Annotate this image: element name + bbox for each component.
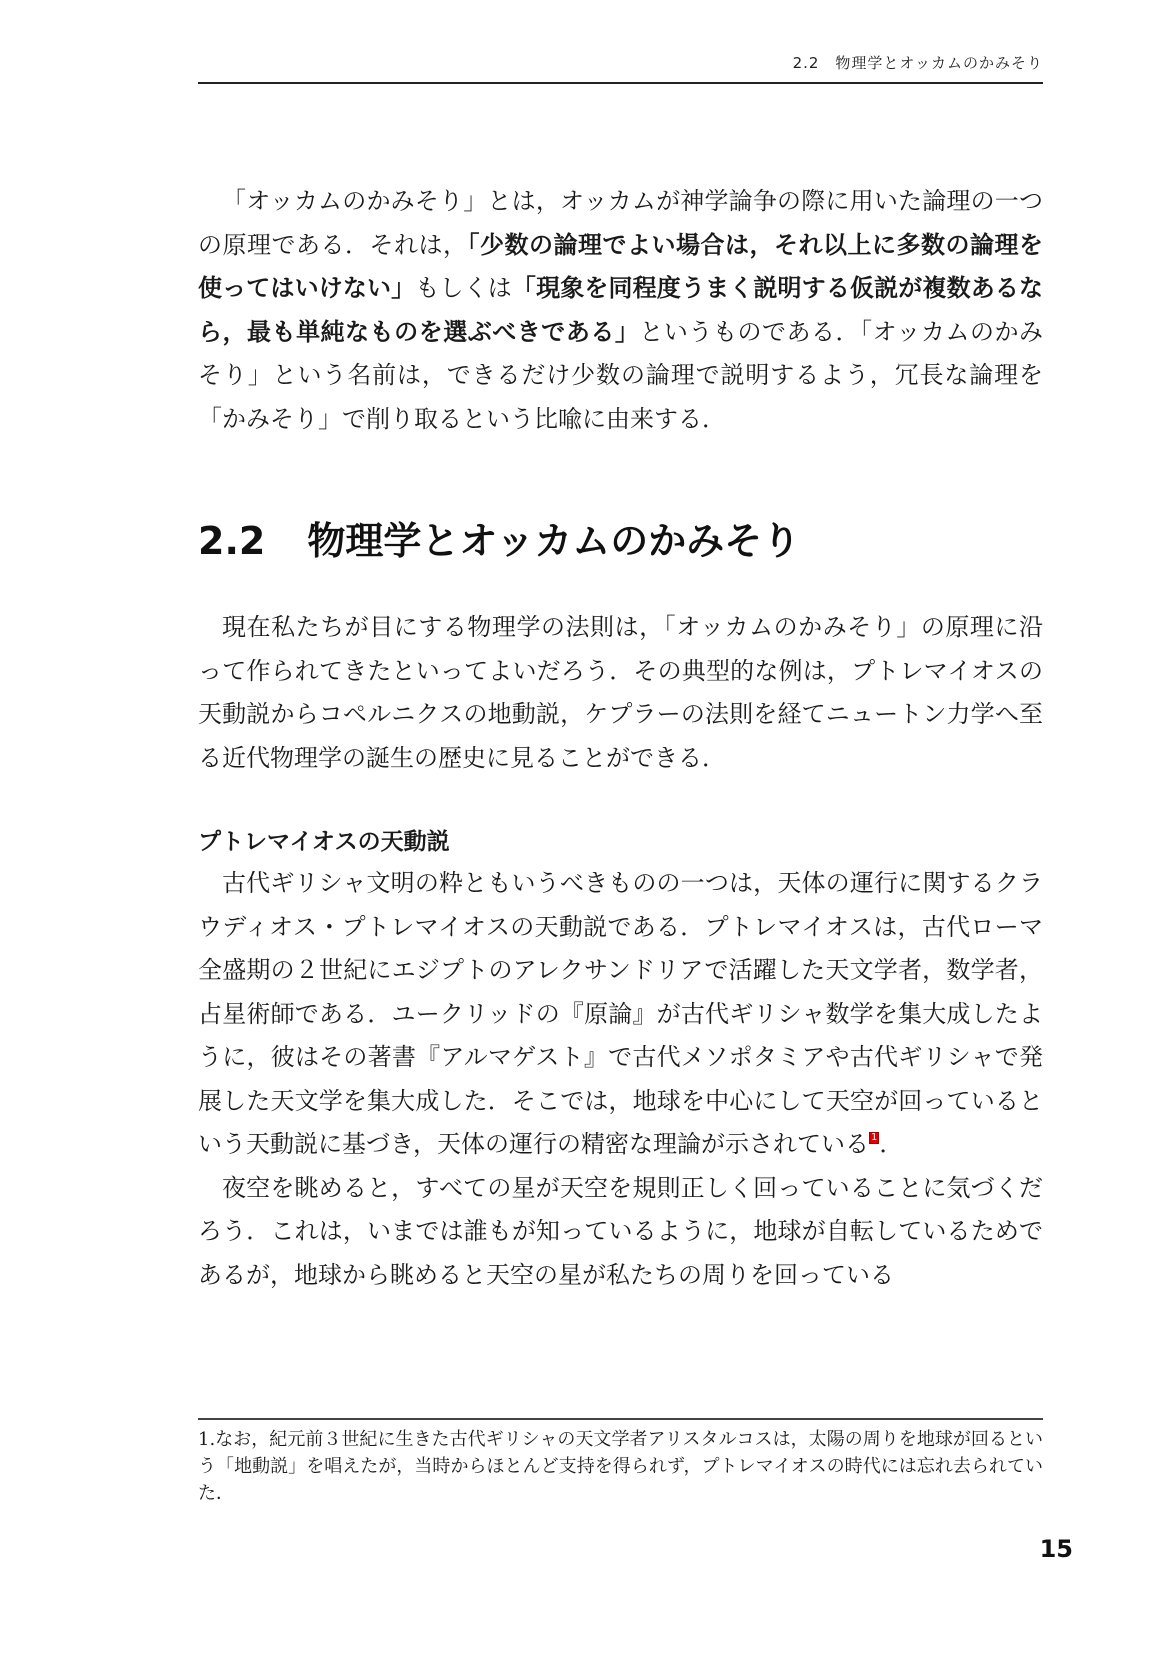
page-content: [198, 180, 1043, 1297]
subsection-paragraph-1-end: ．: [879, 1130, 904, 1158]
intro-text-d: というものである．「オッカムのかみそり」という名前は，できるだけ少数の論理で説明するよう，冗長な論理を「かみそり」で削り取るという比喩に由来する．: [198, 317, 1044, 433]
section-title: 物理学とオッカムのかみそり: [307, 519, 801, 563]
footnote-text: なお，紀元前３世紀に生きた古代ギリシャの天文学者アリスタルコスは，太陽の周りを地球が回るという「地動説」を唱えたが，当時からほとんど支持を得られず，プトレマイオスの時代には忘れ去られていた．: [198, 1429, 1043, 1504]
intro-emphasis-2: 「現象を同程度うまく説明する仮説が複数あるなら，最も単純なものを選ぶべきである」: [198, 274, 1044, 346]
subsection-paragraph-1: [198, 862, 1043, 1167]
intro-text-a: 「オッカムのかみそり」とは，オッカムが神学論争の際に用いた論理の一つの原理である．それは，: [198, 187, 1043, 259]
section-number: 2.2: [198, 519, 266, 563]
running-header-title: 2.2 物理学とオッカムのかみそり: [792, 54, 1043, 72]
footnote: [198, 1426, 1043, 1507]
footnote-divider: [198, 1418, 1043, 1420]
running-header: [198, 52, 1043, 84]
intro-emphasis-1: 「少数の論理でよい場合は，それ以上に多数の論理を使ってはいけない」: [198, 230, 1043, 302]
page-number: 15: [1039, 1535, 1073, 1563]
intro-text-c: もしくは: [415, 274, 512, 302]
subsection-paragraph-2: 夜空を眺めると，すべての星が天空を規則正しく回っていることに気づくだろう．これは，いまでは誰もが知っているように，地球が自転しているためであるが，地球から眺めると天空の星が私たちの周りを回っている: [198, 1173, 1043, 1289]
section-paragraph: 現在私たちが目にする物理学の法則は，「オッカムのかみそり」の原理に沿って作られてきたといってよいだろう．その典型的な例は，プトレマイオスの天動説からコペルニクスの地動説，ケプラーの法則を経てニュートン力学へ至る近代物理学の誕生の歴史に見ることができる．: [198, 613, 1043, 772]
footnote-number: 1.: [198, 1429, 216, 1450]
subsection-paragraph-1-text: 古代ギリシャ文明の粋ともいうべきものの一つは，天体の運行に関するクラウディオス・プトレマイオスの天動説である．プトレマイオスは，古代ローマ全盛期の２世紀にエジプトのアレクサンドリアで活躍した天文学者，数学者，占星術師である．ユークリッドの『原論』が古代ギリシャ数学を集大成したように，彼はその著書『アルマゲスト』で古代メソポタミアや古代ギリシャで発展した天文学を集大成した．そこでは，地球を中心にして天空が回っているという天動説に基づき，天体の運行の精密な理論が示されている: [198, 869, 1043, 1158]
intro-paragraph: [198, 180, 1043, 441]
subsection-heading: プトレマイオスの天動説: [198, 829, 450, 855]
section-heading: [198, 516, 1043, 566]
footnote-marker[interactable]: 1: [871, 1132, 878, 1143]
